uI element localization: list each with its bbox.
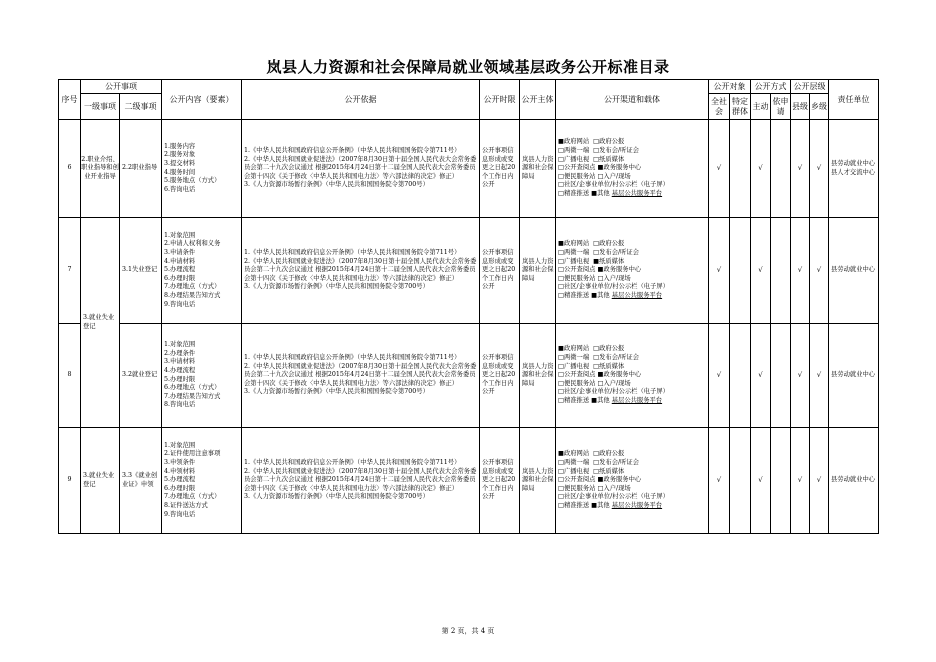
row-content: 1.服务内容 2.服务对象 3.提交材料 4.服务时间 5.服务地点（方式） 6.咨询电话 [162, 120, 242, 218]
row-target-all: √ [709, 324, 730, 428]
row-level-town: √ [810, 324, 829, 428]
row-content: 1.对象范围 2.证件使用注意事项 3.申领条件 4.申领材料 5.办理流程 6.办理时限 7.办理地点（方式） 8.证件送达方式 9.咨询电话 [162, 428, 242, 534]
header-mode-active: 主动 [751, 94, 771, 120]
page-footer: 第 2 页，共 4 页 [441, 627, 495, 635]
row-target-specific [730, 324, 751, 428]
table-row [59, 428, 879, 534]
header-responsible: 责任单位 [829, 80, 879, 120]
row-level2: 3.1失业登记 [120, 218, 162, 324]
row-subject: 岚县人力资源和社会保障局 [520, 120, 556, 218]
row-mode-active: √ [751, 428, 771, 534]
header-level2: 二级事项 [120, 94, 162, 120]
header-target-all: 全社会 [709, 94, 730, 120]
row-target-specific [730, 120, 751, 218]
row-level-county: √ [791, 324, 810, 428]
header-subject: 公开主体 [520, 80, 556, 120]
header-level: 公开层级 [791, 80, 829, 94]
row-target-specific [730, 218, 751, 324]
row-level-county: √ [791, 428, 810, 534]
row-level-town: √ [810, 218, 829, 324]
row-level-county: √ [791, 218, 810, 324]
row-time-limit: 公开事项信息形成或变更之日起20个工作日内公开 [480, 324, 520, 428]
row-seq: 6 [59, 120, 81, 218]
table-row [59, 218, 879, 324]
row-level1: 2.职业介绍、职业指导和创业开业指导 [81, 120, 120, 218]
header-target-specific: 特定群体 [730, 94, 751, 120]
row-seq: 8 [59, 324, 81, 428]
header-channel: 公开渠道和载体 [556, 80, 709, 120]
header-level1: 一级事项 [81, 94, 120, 120]
row-time-limit: 公开事项信息形成或变更之日起20个工作日内公开 [480, 120, 520, 218]
row-target-all: √ [709, 218, 730, 324]
row-basis: 1.《中华人民共和国政府信息公开条例》（中华人民共和国国务院令第711号） 2.《中华人民共和国就业促进法》（2007年8月30日第十届全国人民代表大会常务委员会第二十九次会议通过 根据2015年4月24日第十二届全国人民代表大会常务委员会第十四次《关于修改〈中华人民共和国电力法〉等六部法律的决定》修正） 3.《人力资源市场暂行条例》（中华人民共和国国务院令第700号） [242, 218, 480, 324]
row-channel: ■政府网站 □政府公报 □两微一端 □发布会/听证会 □广播电视 □纸质媒体 □公开查阅点 ■政务服务中心 □便民服务站 □入户/现场 □社区/企事业单位/村公示栏（电子屏） □精准推送 ■其他 基层公共服务平台 [556, 428, 709, 534]
row-channel: ■政府网站 □政府公报 □两微一端 □发布会/听证会 □广播电视 ■纸质媒体 □公开查阅点 ■政务服务中心 □便民服务站 □入户/现场 □社区/企事业单位/村公示栏（电子屏） □精准推送 ■其他 基层公共服务平台 [556, 218, 709, 324]
row-mode-request [771, 218, 791, 324]
row-mode-request [771, 324, 791, 428]
row-subject: 岚县人力资源和社会保障局 [520, 428, 556, 534]
row-basis: 1.《中华人民共和国政府信息公开条例》（中华人民共和国国务院令第711号） 2.《中华人民共和国就业促进法》（2007年8月30日第十届全国人民代表大会常务委员会第二十九次会议通过 根据2015年4月24日第十二届全国人民代表大会常务委员会第十四次《关于修改〈中华人民共和国电力法〉等六部法律的决定》修正） 3.《人力资源市场暂行条例》（中华人民共和国国务院令第700号） [242, 428, 480, 534]
header-level-county: 县级 [791, 94, 810, 120]
row-level-town: √ [810, 120, 829, 218]
row-mode-request [771, 428, 791, 534]
row-target-specific [730, 428, 751, 534]
row-time-limit: 公开事项信息形成或变更之日起20个工作日内公开 [480, 428, 520, 534]
row-content: 1.对象范围 2.办理条件 3.申请材料 4.办理流程 5.办理时限 6.办理地点（方式） 7.办理结果告知方式 8.咨询电话 [162, 324, 242, 428]
row-mode-active: √ [751, 324, 771, 428]
row-responsible: 县劳动就业中心 [829, 218, 879, 324]
row-basis: 1.《中华人民共和国政府信息公开条例》（中华人民共和国国务院令第711号） 2.《中华人民共和国就业促进法》（2007年8月30日第十届全国人民代表大会常务委员会第二十九次会议通过 根据2015年4月24日第十二届全国人民代表大会常务委员会第十四次《关于修改〈中华人民共和国电力法〉等六部法律的决定》修正） 3.《人力资源市场暂行条例》（中华人民共和国国务院令第700号） [242, 120, 480, 218]
row-content: 1.对象范围 2.申请人权利和义务 3.申请条件 4.申请材料 5.办理流程 6.办理时限 7.办理地点（方式） 8.办理结果告知方式 9.咨询电话 [162, 218, 242, 324]
catalog-table [58, 79, 879, 534]
row-channel: ■政府网站 □政府公报 □两微一端 □发布会/听证会 □广播电视 □纸质媒体 □公开查阅点 ■政务服务中心 □便民服务站 □入户/现场 □社区/企事业单位/村公示栏（电子屏） □精准推送 ■其他 基层公共服务平台 [556, 120, 709, 218]
header-seq: 序号 [59, 80, 81, 120]
row-mode-request [771, 120, 791, 218]
row-subject: 岚县人力资源和社会保障局 [520, 324, 556, 428]
header-public-items: 公开事项 [81, 80, 162, 94]
page-title: 岚县人力资源和社会保障局就业领域基层政务公开标准目录 [266, 58, 670, 76]
row-level-county: √ [791, 120, 810, 218]
row-subject: 岚县人力资源和社会保障局 [520, 218, 556, 324]
row-mode-active: √ [751, 120, 771, 218]
row-level2: 3.2就业登记 [120, 324, 162, 428]
row-target-all: √ [709, 120, 730, 218]
header-basis: 公开依据 [242, 80, 480, 120]
row-seq: 7 [59, 218, 81, 324]
row-level2: 3.3《就业创业证》申领 [120, 428, 162, 534]
row-mode-active: √ [751, 218, 771, 324]
row-seq: 9 [59, 428, 81, 534]
header-level-town: 乡级 [810, 94, 829, 120]
row-target-all: √ [709, 428, 730, 534]
header-time-limit: 公开时限 [480, 80, 520, 120]
row-basis: 1.《中华人民共和国政府信息公开条例》（中华人民共和国国务院令第711号） 2.《中华人民共和国就业促进法》（2007年8月30日第十届全国人民代表大会常务委员会第二十九次会议通过 根据2015年4月24日第十二届全国人民代表大会常务委员会第十四次《关于修改〈中华人民共和国电力法〉等六部法律的决定》修正） 3.《人力资源市场暂行条例》（中华人民共和国国务院令第700号） [242, 324, 480, 428]
header-mode-request: 依申请 [771, 94, 791, 120]
row-level2: 2.2职业指导 [120, 120, 162, 218]
header-target: 公开对象 [709, 80, 751, 94]
row-time-limit: 公开事项信息形成或变更之日起20个工作日内公开 [480, 218, 520, 324]
row-responsible: 县劳动就业中心县人才交流中心 [829, 120, 879, 218]
header-mode: 公开方式 [751, 80, 791, 94]
row-responsible: 县劳动就业中心 [829, 324, 879, 428]
row-channel: ■政府网站 □政府公报 □两微一端 □发布会/听证会 □广播电视 □纸质媒体 □公开查阅点 ■政务服务中心 □便民服务站 □入户/现场 □社区/企事业单位/村公示栏（电子屏） □精准推送 ■其他 基层公共服务平台 [556, 324, 709, 428]
row-level1: 3.就业失业登记 [81, 428, 120, 534]
table-row [59, 324, 879, 428]
table-row [59, 120, 879, 218]
row-responsible: 县劳动就业中心 [829, 428, 879, 534]
header-content: 公开内容（要素） [162, 80, 242, 120]
row-level-town: √ [810, 428, 829, 534]
row-level1: 3.就业失业登记 [81, 218, 120, 428]
